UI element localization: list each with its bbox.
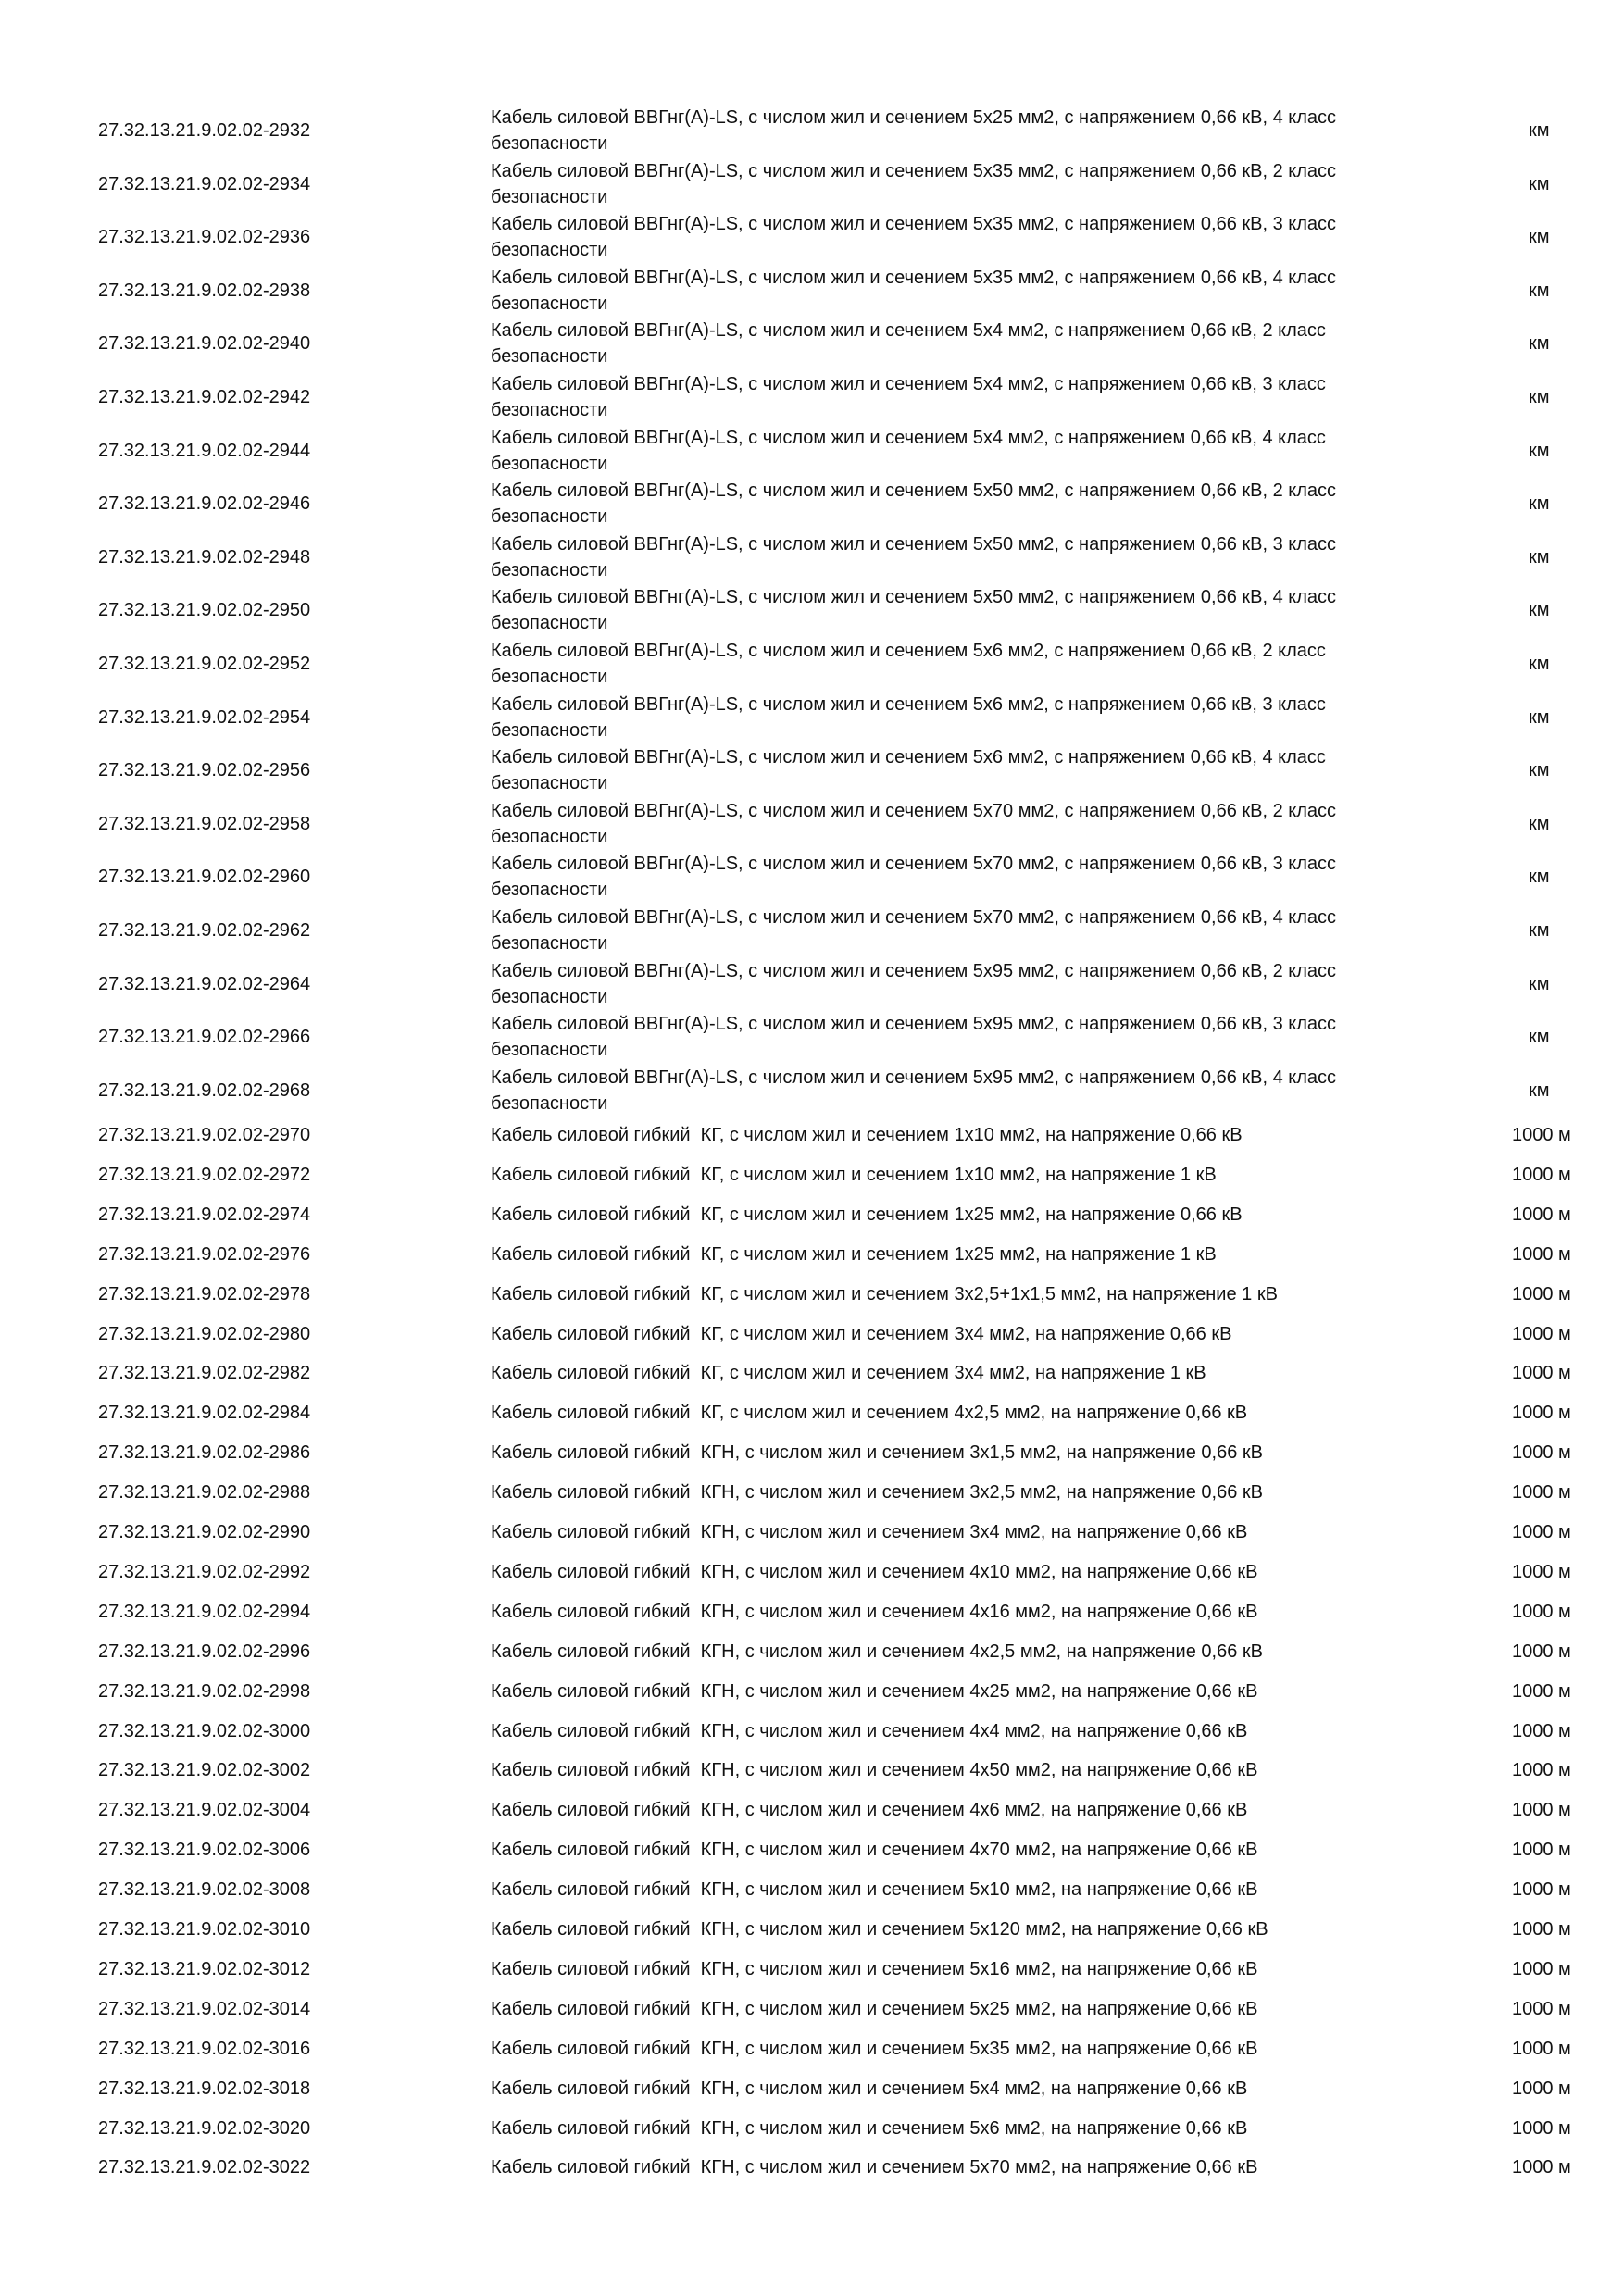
description-line: безопасности <box>491 667 608 687</box>
description-line: Кабель силовой ВВГнг(А)-LS, с числом жил и сечением 5х70 мм2, с напряжением 0,66 кВ, 4 класс <box>491 907 1337 928</box>
item-code: 27.32.13.21.9.02.02-2990 <box>98 1522 311 1542</box>
item-unit: 1000 м <box>1512 1403 1571 1424</box>
description-line: Кабель силовой ВВГнг(А)-LS, с числом жил и сечением 5х50 мм2, с напряжением 0,66 кВ, 2 класс <box>491 480 1337 502</box>
item-unit: 1000 м <box>1512 1641 1571 1662</box>
item-description <box>491 2076 1417 2102</box>
description-line: безопасности <box>491 613 608 634</box>
item-code: 27.32.13.21.9.02.02-2972 <box>98 1164 311 1185</box>
description-line: Кабель силовой ВВГнг(А)-LS, с числом жил и сечением 5х4 мм2, с напряжением 0,66 кВ, 3 класс <box>491 374 1326 394</box>
item-code: 27.32.13.21.9.02.02-2992 <box>98 1561 311 1582</box>
item-unit: 1000 м <box>1512 1720 1571 1741</box>
item-description <box>491 2115 1417 2141</box>
item-unit: 1000 м <box>1512 1958 1571 1979</box>
item-unit: км <box>1529 546 1550 568</box>
item-unit: 1000 м <box>1512 1204 1571 1225</box>
description-line: Кабель силовой гибкий КГН, с числом жил и сечением 4х25 мм2, на напряжение 0,66 кВ <box>491 1680 1258 1702</box>
item-code: 27.32.13.21.9.02.02-2988 <box>98 1482 311 1504</box>
item-unit: км <box>1529 600 1550 621</box>
item-description <box>491 905 1417 956</box>
item-code: 27.32.13.21.9.02.02-3008 <box>98 1879 311 1901</box>
item-code: 27.32.13.21.9.02.02-2996 <box>98 1641 311 1662</box>
item-code: 27.32.13.21.9.02.02-2974 <box>98 1204 311 1225</box>
description-line: Кабель силовой ВВГнг(А)-LS, с числом жил и сечением 5х50 мм2, с напряжением 0,66 кВ, 3 класс <box>491 533 1337 555</box>
item-code: 27.32.13.21.9.02.02-2982 <box>98 1363 311 1384</box>
item-description <box>491 1559 1417 1585</box>
description-line: Кабель силовой ВВГнг(А)-LS, с числом жил и сечением 5х70 мм2, с напряжением 0,66 кВ, 2 класс <box>491 800 1337 821</box>
item-description <box>491 1122 1417 1148</box>
description-line: Кабель силовой гибкий КГ, с числом жил и сечением 3х4 мм2, на напряжение 0,66 кВ <box>491 1323 1232 1344</box>
item-description <box>491 584 1417 636</box>
item-unit: 1000 м <box>1512 1363 1571 1384</box>
description-line: Кабель силовой гибкий КГ, с числом жил и сечением 1х10 мм2, на напряжение 0,66 кВ <box>491 1125 1243 1145</box>
item-unit: 1000 м <box>1512 1998 1571 2019</box>
item-code: 27.32.13.21.9.02.02-2940 <box>98 333 311 355</box>
item-description <box>491 1916 1417 1942</box>
description-line: Кабель силовой гибкий КГ, с числом жил и сечением 4х2,5 мм2, на напряжение 0,66 кВ <box>491 1403 1248 1424</box>
item-description <box>491 1202 1417 1228</box>
description-line: Кабель силовой ВВГнг(А)-LS, с числом жил и сечением 5х95 мм2, с напряжением 0,66 кВ, 3 класс <box>491 1014 1337 1035</box>
description-line: Кабель силовой гибкий КГ, с числом жил и сечением 3х2,5+1х1,5 мм2, на напряжение 1 кВ <box>491 1283 1278 1304</box>
item-unit: км <box>1529 120 1550 141</box>
item-description <box>491 105 1417 156</box>
item-code: 27.32.13.21.9.02.02-3020 <box>98 2117 311 2139</box>
description-line: Кабель силовой гибкий КГН, с числом жил и сечением 3х1,5 мм2, на напряжение 0,66 кВ <box>491 1442 1263 1464</box>
item-code: 27.32.13.21.9.02.02-2956 <box>98 760 311 781</box>
item-unit: 1000 м <box>1512 1522 1571 1542</box>
item-code: 27.32.13.21.9.02.02-2958 <box>98 813 311 834</box>
item-unit: 1000 м <box>1512 1601 1571 1622</box>
item-code: 27.32.13.21.9.02.02-2964 <box>98 973 311 994</box>
item-code: 27.32.13.21.9.02.02-2950 <box>98 600 311 621</box>
item-description <box>491 1639 1417 1665</box>
description-line: Кабель силовой ВВГнг(А)-LS, с числом жил и сечением 5х95 мм2, с напряжением 0,66 кВ, 4 класс <box>491 1067 1337 1088</box>
description-line: безопасности <box>491 186 608 207</box>
description-line: безопасности <box>491 826 608 847</box>
item-unit: км <box>1529 760 1550 781</box>
description-line: безопасности <box>491 133 608 154</box>
item-description <box>491 478 1417 530</box>
description-line: Кабель силовой гибкий КГН, с числом жил и сечением 4х50 мм2, на напряжение 0,66 кВ <box>491 1760 1258 1781</box>
item-unit: 1000 м <box>1512 1840 1571 1861</box>
item-code: 27.32.13.21.9.02.02-3012 <box>98 1958 311 1979</box>
item-description <box>491 2154 1417 2180</box>
item-description <box>491 1011 1417 1063</box>
item-unit: 1000 м <box>1512 1879 1571 1901</box>
item-code: 27.32.13.21.9.02.02-2986 <box>98 1442 311 1464</box>
item-code: 27.32.13.21.9.02.02-2934 <box>98 173 311 194</box>
description-line: безопасности <box>491 346 608 368</box>
description-line: Кабель силовой ВВГнг(А)-LS, с числом жил и сечением 5х35 мм2, с напряжением 0,66 кВ, 2 класс <box>491 160 1337 181</box>
item-code: 27.32.13.21.9.02.02-2954 <box>98 706 311 728</box>
item-description <box>491 1360 1417 1386</box>
description-line: безопасности <box>491 293 608 314</box>
item-unit: 1000 м <box>1512 1125 1571 1145</box>
description-line: безопасности <box>491 719 608 741</box>
item-code: 27.32.13.21.9.02.02-3010 <box>98 1919 311 1940</box>
item-description <box>491 1519 1417 1545</box>
description-line: Кабель силовой гибкий КГН, с числом жил и сечением 5х120 мм2, на напряжение 0,66 кВ <box>491 1919 1268 1940</box>
item-code: 27.32.13.21.9.02.02-2976 <box>98 1243 311 1265</box>
item-description <box>491 744 1417 796</box>
description-line: Кабель силовой гибкий КГН, с числом жил и сечением 5х25 мм2, на напряжение 0,66 кВ <box>491 1998 1258 2019</box>
item-unit: км <box>1529 333 1550 355</box>
description-line: Кабель силовой гибкий КГ, с числом жил и сечением 1х25 мм2, на напряжение 0,66 кВ <box>491 1204 1243 1225</box>
description-line: безопасности <box>491 506 608 528</box>
item-unit: км <box>1529 173 1550 194</box>
item-description <box>491 1718 1417 1744</box>
description-line: безопасности <box>491 559 608 580</box>
item-unit: 1000 м <box>1512 1760 1571 1781</box>
description-line: Кабель силовой гибкий КГН, с числом жил и сечением 5х4 мм2, на напряжение 0,66 кВ <box>491 2078 1248 2099</box>
item-description <box>491 531 1417 583</box>
item-description <box>491 318 1417 369</box>
item-unit: 1000 м <box>1512 1561 1571 1582</box>
item-description <box>491 1242 1417 1267</box>
description-line: Кабель силовой гибкий КГН, с числом жил и сечением 4х2,5 мм2, на напряжение 0,66 кВ <box>491 1641 1263 1662</box>
description-line: Кабель силовой гибкий КГН, с числом жил и сечением 3х2,5 мм2, на напряжение 0,66 кВ <box>491 1482 1263 1504</box>
item-description <box>491 958 1417 1010</box>
item-unit: км <box>1529 973 1550 994</box>
description-line: безопасности <box>491 933 608 954</box>
description-line: безопасности <box>491 1040 608 1061</box>
item-code: 27.32.13.21.9.02.02-2984 <box>98 1403 311 1424</box>
item-unit: 1000 м <box>1512 2078 1571 2099</box>
item-code: 27.32.13.21.9.02.02-2936 <box>98 227 311 248</box>
item-unit: км <box>1529 227 1550 248</box>
description-line: Кабель силовой ВВГнг(А)-LS, с числом жил и сечением 5х70 мм2, с напряжением 0,66 кВ, 3 класс <box>491 854 1337 875</box>
item-description <box>491 1837 1417 1863</box>
item-unit: 1000 м <box>1512 1680 1571 1702</box>
item-description <box>491 265 1417 317</box>
description-line: Кабель силовой гибкий КГН, с числом жил и сечением 4х10 мм2, на напряжение 0,66 кВ <box>491 1561 1258 1582</box>
description-line: Кабель силовой гибкий КГН, с числом жил и сечением 4х16 мм2, на напряжение 0,66 кВ <box>491 1601 1258 1622</box>
item-code: 27.32.13.21.9.02.02-2944 <box>98 440 311 461</box>
item-unit: 1000 м <box>1512 1283 1571 1304</box>
description-line: Кабель силовой гибкий КГН, с числом жил и сечением 4х6 мм2, на напряжение 0,66 кВ <box>491 1800 1248 1821</box>
description-line: Кабель силовой гибкий КГН, с числом жил и сечением 4х70 мм2, на напряжение 0,66 кВ <box>491 1840 1258 1861</box>
description-line: Кабель силовой гибкий КГН, с числом жил и сечением 4х4 мм2, на напряжение 0,66 кВ <box>491 1720 1248 1741</box>
description-line: безопасности <box>491 240 608 261</box>
item-description <box>491 638 1417 690</box>
item-unit: 1000 м <box>1512 1243 1571 1265</box>
description-line: Кабель силовой ВВГнг(А)-LS, с числом жил и сечением 5х6 мм2, с напряжением 0,66 кВ, 3 класс <box>491 693 1326 715</box>
item-unit: км <box>1529 440 1550 461</box>
item-unit: км <box>1529 706 1550 728</box>
item-description <box>491 371 1417 423</box>
item-unit: км <box>1529 1079 1550 1101</box>
item-unit: км <box>1529 387 1550 407</box>
item-code: 27.32.13.21.9.02.02-3002 <box>98 1760 311 1781</box>
description-line: Кабель силовой ВВГнг(А)-LS, с числом жил и сечением 5х4 мм2, с напряжением 0,66 кВ, 2 класс <box>491 320 1326 342</box>
item-description <box>491 1479 1417 1505</box>
description-line: Кабель силовой гибкий КГ, с числом жил и сечением 1х25 мм2, на напряжение 1 кВ <box>491 1243 1217 1265</box>
item-unit: 1000 м <box>1512 1442 1571 1464</box>
item-description <box>491 1797 1417 1823</box>
description-line: безопасности <box>491 1092 608 1114</box>
item-code: 27.32.13.21.9.02.02-2968 <box>98 1079 311 1101</box>
description-line: Кабель силовой ВВГнг(А)-LS, с числом жил и сечением 5х6 мм2, с напряжением 0,66 кВ, 4 класс <box>491 747 1326 768</box>
item-code: 27.32.13.21.9.02.02-2952 <box>98 654 311 674</box>
item-code: 27.32.13.21.9.02.02-2962 <box>98 920 311 941</box>
item-unit: км <box>1529 920 1550 941</box>
item-description <box>491 1065 1417 1117</box>
description-line: Кабель силовой ВВГнг(А)-LS, с числом жил и сечением 5х25 мм2, с напряжением 0,66 кВ, 4 класс <box>491 107 1337 128</box>
item-description <box>491 692 1417 743</box>
item-description <box>491 1996 1417 2022</box>
item-code: 27.32.13.21.9.02.02-2980 <box>98 1323 311 1344</box>
item-code: 27.32.13.21.9.02.02-2998 <box>98 1680 311 1702</box>
item-code: 27.32.13.21.9.02.02-2994 <box>98 1601 311 1622</box>
description-line: Кабель силовой гибкий КГН, с числом жил и сечением 5х10 мм2, на напряжение 0,66 кВ <box>491 1879 1258 1901</box>
item-description <box>491 1440 1417 1466</box>
description-line: Кабель силовой гибкий КГН, с числом жил и сечением 5х16 мм2, на напряжение 0,66 кВ <box>491 1958 1258 1979</box>
item-unit: 1000 м <box>1512 2117 1571 2139</box>
description-line: безопасности <box>491 880 608 901</box>
item-code: 27.32.13.21.9.02.02-2946 <box>98 493 311 515</box>
item-code: 27.32.13.21.9.02.02-2948 <box>98 546 311 568</box>
item-unit: км <box>1529 493 1550 515</box>
description-line: безопасности <box>491 773 608 794</box>
description-line: Кабель силовой ВВГнг(А)-LS, с числом жил и сечением 5х95 мм2, с напряжением 0,66 кВ, 2 класс <box>491 960 1337 981</box>
description-line: Кабель силовой гибкий КГ, с числом жил и сечением 3х4 мм2, на напряжение 1 кВ <box>491 1363 1206 1384</box>
item-unit: 1000 м <box>1512 2157 1571 2178</box>
item-description <box>491 1956 1417 1982</box>
item-description <box>491 1321 1417 1347</box>
description-line: Кабель силовой гибкий КГН, с числом жил и сечением 3х4 мм2, на напряжение 0,66 кВ <box>491 1522 1248 1542</box>
description-line: Кабель силовой гибкий КГН, с числом жил и сечением 5х35 мм2, на напряжение 0,66 кВ <box>491 2038 1258 2059</box>
item-unit: км <box>1529 654 1550 674</box>
item-description <box>491 798 1417 850</box>
item-code: 27.32.13.21.9.02.02-2960 <box>98 867 311 888</box>
item-code: 27.32.13.21.9.02.02-3022 <box>98 2157 311 2178</box>
item-code: 27.32.13.21.9.02.02-3016 <box>98 2038 311 2059</box>
item-unit: 1000 м <box>1512 1919 1571 1940</box>
item-unit: км <box>1529 280 1550 301</box>
item-description <box>491 1162 1417 1188</box>
item-description <box>491 211 1417 263</box>
item-unit: км <box>1529 867 1550 888</box>
item-code: 27.32.13.21.9.02.02-2966 <box>98 1027 311 1048</box>
item-code: 27.32.13.21.9.02.02-2970 <box>98 1125 311 1145</box>
item-unit: 1000 м <box>1512 2038 1571 2059</box>
description-line: Кабель силовой гибкий КГН, с числом жил и сечением 5х6 мм2, на напряжение 0,66 кВ <box>491 2117 1248 2139</box>
item-code: 27.32.13.21.9.02.02-3006 <box>98 1840 311 1861</box>
item-code: 27.32.13.21.9.02.02-3000 <box>98 1720 311 1741</box>
item-unit: км <box>1529 813 1550 834</box>
description-line: безопасности <box>491 400 608 420</box>
description-line: Кабель силовой ВВГнг(А)-LS, с числом жил и сечением 5х6 мм2, с напряжением 0,66 кВ, 2 класс <box>491 641 1326 661</box>
item-code: 27.32.13.21.9.02.02-2932 <box>98 120 311 141</box>
item-description <box>491 1877 1417 1903</box>
item-unit: 1000 м <box>1512 1164 1571 1185</box>
description-line: Кабель силовой ВВГнг(А)-LS, с числом жил и сечением 5х4 мм2, с напряжением 0,66 кВ, 4 класс <box>491 427 1326 448</box>
item-description <box>491 158 1417 210</box>
item-description <box>491 1281 1417 1307</box>
item-code: 27.32.13.21.9.02.02-3018 <box>98 2078 311 2099</box>
item-description <box>491 2036 1417 2062</box>
item-description <box>491 425 1417 477</box>
description-line: безопасности <box>491 453 608 474</box>
item-code: 27.32.13.21.9.02.02-3014 <box>98 1998 311 2019</box>
item-unit: км <box>1529 1027 1550 1048</box>
item-description <box>491 851 1417 903</box>
item-description <box>491 1678 1417 1704</box>
description-line: Кабель силовой гибкий КГН, с числом жил и сечением 5х70 мм2, на напряжение 0,66 кВ <box>491 2157 1258 2178</box>
description-line: Кабель силовой ВВГнг(А)-LS, с числом жил и сечением 5х35 мм2, с напряжением 0,66 кВ, 4 класс <box>491 267 1337 288</box>
item-description <box>491 1757 1417 1783</box>
item-description <box>491 1400 1417 1426</box>
item-code: 27.32.13.21.9.02.02-2942 <box>98 387 311 407</box>
item-unit: 1000 м <box>1512 1323 1571 1344</box>
item-code: 27.32.13.21.9.02.02-2938 <box>98 280 311 301</box>
item-description <box>491 1599 1417 1625</box>
description-line: безопасности <box>491 986 608 1007</box>
description-line: Кабель силовой гибкий КГ, с числом жил и сечением 1х10 мм2, на напряжение 1 кВ <box>491 1164 1217 1185</box>
item-unit: 1000 м <box>1512 1482 1571 1504</box>
item-unit: 1000 м <box>1512 1800 1571 1821</box>
description-line: Кабель силовой ВВГнг(А)-LS, с числом жил и сечением 5х35 мм2, с напряжением 0,66 кВ, 3 класс <box>491 214 1337 235</box>
item-code: 27.32.13.21.9.02.02-2978 <box>98 1283 311 1304</box>
item-code: 27.32.13.21.9.02.02-3004 <box>98 1800 311 1821</box>
description-line: Кабель силовой ВВГнг(А)-LS, с числом жил и сечением 5х50 мм2, с напряжением 0,66 кВ, 4 класс <box>491 587 1337 608</box>
